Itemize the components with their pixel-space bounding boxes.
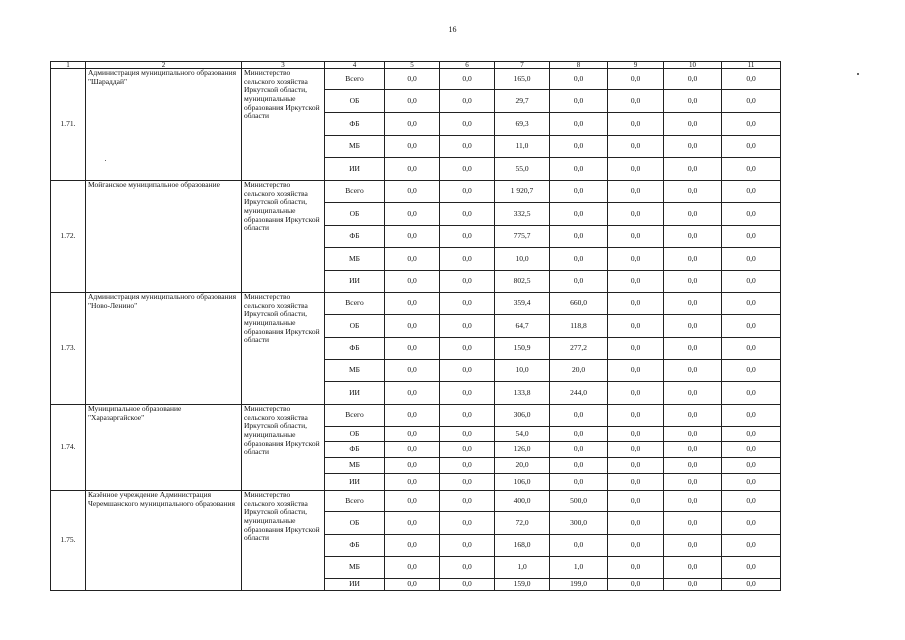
- amount-cell: 0,0: [608, 579, 664, 591]
- amount-cell: 0,0: [664, 405, 722, 427]
- funding-source: ФБ: [325, 226, 385, 248]
- amount-cell: 0,0: [440, 203, 495, 226]
- amount-cell: 0,0: [550, 535, 608, 557]
- funding-source: ФБ: [325, 535, 385, 557]
- amount-cell: 0,0: [664, 491, 722, 512]
- amount-cell: 0,0: [722, 427, 781, 442]
- amount-cell: 0,0: [440, 113, 495, 136]
- amount-cell: 300,0: [550, 512, 608, 535]
- amount-cell: 0,0: [550, 203, 608, 226]
- amount-cell: 0,0: [722, 579, 781, 591]
- amount-cell: 0,0: [550, 405, 608, 427]
- amount-cell: 0,0: [385, 203, 440, 226]
- funding-source: МБ: [325, 248, 385, 271]
- amount-cell: 0,0: [550, 458, 608, 474]
- amount-cell: 64,7: [495, 315, 550, 338]
- amount-cell: 0,0: [440, 474, 495, 491]
- amount-cell: 0,0: [608, 69, 664, 90]
- table-row: [51, 293, 781, 315]
- funding-source: МБ: [325, 136, 385, 158]
- amount-cell: 244,0: [550, 382, 608, 405]
- column-number-header: 1: [51, 62, 86, 69]
- funding-source: ОБ: [325, 427, 385, 442]
- row-number: 1.71.: [51, 69, 86, 181]
- amount-cell: 0,0: [608, 557, 664, 579]
- amount-cell: 0,0: [664, 474, 722, 491]
- amount-cell: 133,8: [495, 382, 550, 405]
- amount-cell: 0,0: [608, 158, 664, 181]
- amount-cell: 20,0: [550, 360, 608, 382]
- amount-cell: 0,0: [440, 405, 495, 427]
- amount-cell: 0,0: [722, 360, 781, 382]
- funding-source: Всего: [325, 293, 385, 315]
- amount-cell: 0,0: [440, 491, 495, 512]
- organization-name: Администрация муниципального образования "Ново-Ленино": [86, 293, 242, 405]
- amount-cell: 0,0: [385, 427, 440, 442]
- responsible-executor: Министерство сельского хозяйства Иркутской области, муниципальные образования Иркутской области: [242, 181, 325, 293]
- amount-cell: 0,0: [550, 136, 608, 158]
- amount-cell: 0,0: [664, 203, 722, 226]
- amount-cell: 0,0: [664, 90, 722, 113]
- amount-cell: 0,0: [385, 271, 440, 293]
- amount-cell: 0,0: [608, 338, 664, 360]
- amount-cell: 0,0: [608, 136, 664, 158]
- amount-cell: 0,0: [608, 90, 664, 113]
- amount-cell: 0,0: [664, 136, 722, 158]
- amount-cell: 0,0: [440, 181, 495, 203]
- amount-cell: 168,0: [495, 535, 550, 557]
- amount-cell: 118,8: [550, 315, 608, 338]
- amount-cell: 0,0: [550, 90, 608, 113]
- funding-source: МБ: [325, 458, 385, 474]
- amount-cell: 0,0: [440, 338, 495, 360]
- amount-cell: 55,0: [495, 158, 550, 181]
- amount-cell: 0,0: [664, 69, 722, 90]
- amount-cell: 0,0: [385, 113, 440, 136]
- amount-cell: 0,0: [550, 69, 608, 90]
- amount-cell: 0,0: [440, 293, 495, 315]
- funding-source: ИИ: [325, 158, 385, 181]
- funding-source: ФБ: [325, 338, 385, 360]
- amount-cell: 0,0: [385, 405, 440, 427]
- amount-cell: 0,0: [550, 248, 608, 271]
- amount-cell: 0,0: [664, 557, 722, 579]
- amount-cell: 11,0: [495, 136, 550, 158]
- row-number: 1.72.: [51, 181, 86, 293]
- amount-cell: 0,0: [440, 579, 495, 591]
- responsible-executor: Министерство сельского хозяйства Иркутской области, муниципальные образования Иркутской области: [242, 405, 325, 491]
- amount-cell: 0,0: [664, 360, 722, 382]
- amount-cell: 1,0: [495, 557, 550, 579]
- amount-cell: 165,0: [495, 69, 550, 90]
- amount-cell: 0,0: [608, 271, 664, 293]
- amount-cell: 1 920,7: [495, 181, 550, 203]
- amount-cell: 0,0: [385, 512, 440, 535]
- amount-cell: 0,0: [722, 136, 781, 158]
- amount-cell: 0,0: [440, 90, 495, 113]
- funding-source: Всего: [325, 491, 385, 512]
- amount-cell: 0,0: [722, 69, 781, 90]
- table-row: [51, 405, 781, 427]
- amount-cell: 126,0: [495, 442, 550, 458]
- table-row: [51, 69, 781, 90]
- amount-cell: 150,9: [495, 338, 550, 360]
- amount-cell: 0,0: [385, 158, 440, 181]
- organization-name: Казённое учреждение Администрация Черемшанского муниципального образования: [86, 491, 242, 591]
- amount-cell: 0,0: [608, 512, 664, 535]
- amount-cell: 0,0: [608, 535, 664, 557]
- amount-cell: 0,0: [608, 315, 664, 338]
- amount-cell: 0,0: [385, 315, 440, 338]
- amount-cell: 0,0: [550, 226, 608, 248]
- amount-cell: 0,0: [385, 442, 440, 458]
- amount-cell: 0,0: [608, 474, 664, 491]
- amount-cell: 0,0: [722, 382, 781, 405]
- amount-cell: 0,0: [440, 535, 495, 557]
- amount-cell: 0,0: [550, 181, 608, 203]
- amount-cell: 0,0: [440, 458, 495, 474]
- amount-cell: 0,0: [550, 474, 608, 491]
- amount-cell: 0,0: [550, 442, 608, 458]
- column-number-header: 8: [550, 62, 608, 69]
- amount-cell: 0,0: [608, 360, 664, 382]
- amount-cell: 0,0: [664, 427, 722, 442]
- amount-cell: 0,0: [385, 474, 440, 491]
- amount-cell: 0,0: [722, 293, 781, 315]
- amount-cell: 0,0: [664, 113, 722, 136]
- column-number-header: 6: [440, 62, 495, 69]
- amount-cell: 0,0: [440, 158, 495, 181]
- funding-source: ОБ: [325, 203, 385, 226]
- amount-cell: 199,0: [550, 579, 608, 591]
- amount-cell: 0,0: [722, 226, 781, 248]
- funding-source: ФБ: [325, 113, 385, 136]
- funding-source: ОБ: [325, 90, 385, 113]
- amount-cell: 0,0: [664, 293, 722, 315]
- column-number-header: 3: [242, 62, 325, 69]
- amount-cell: 0,0: [608, 293, 664, 315]
- amount-cell: 0,0: [550, 427, 608, 442]
- amount-cell: 0,0: [608, 248, 664, 271]
- amount-cell: 0,0: [722, 113, 781, 136]
- amount-cell: 660,0: [550, 293, 608, 315]
- amount-cell: 0,0: [608, 382, 664, 405]
- column-number-header: 9: [608, 62, 664, 69]
- budget-table: [50, 61, 781, 591]
- amount-cell: 306,0: [495, 405, 550, 427]
- row-number: 1.74.: [51, 405, 86, 491]
- amount-cell: 0,0: [385, 535, 440, 557]
- amount-cell: 0,0: [722, 90, 781, 113]
- amount-cell: 0,0: [664, 181, 722, 203]
- amount-cell: 0,0: [664, 248, 722, 271]
- amount-cell: 54,0: [495, 427, 550, 442]
- amount-cell: 500,0: [550, 491, 608, 512]
- scan-speck: [105, 160, 106, 161]
- amount-cell: 69,3: [495, 113, 550, 136]
- amount-cell: 0,0: [722, 491, 781, 512]
- amount-cell: 0,0: [664, 271, 722, 293]
- amount-cell: 0,0: [722, 557, 781, 579]
- amount-cell: 0,0: [440, 360, 495, 382]
- column-number-header: 11: [722, 62, 781, 69]
- column-number-header: 10: [664, 62, 722, 69]
- amount-cell: 29,7: [495, 90, 550, 113]
- amount-cell: 72,0: [495, 512, 550, 535]
- amount-cell: 0,0: [440, 248, 495, 271]
- amount-cell: 10,0: [495, 248, 550, 271]
- amount-cell: 0,0: [385, 69, 440, 90]
- row-number: 1.75.: [51, 491, 86, 591]
- amount-cell: 0,0: [608, 113, 664, 136]
- amount-cell: 0,0: [608, 442, 664, 458]
- amount-cell: 0,0: [440, 442, 495, 458]
- amount-cell: 0,0: [385, 181, 440, 203]
- amount-cell: 0,0: [440, 382, 495, 405]
- amount-cell: 0,0: [664, 315, 722, 338]
- amount-cell: 0,0: [550, 158, 608, 181]
- funding-source: Всего: [325, 181, 385, 203]
- amount-cell: 359,4: [495, 293, 550, 315]
- column-number-header: 2: [86, 62, 242, 69]
- amount-cell: 0,0: [722, 474, 781, 491]
- responsible-executor: Министерство сельского хозяйства Иркутской области, муниципальные образования Иркутской области: [242, 69, 325, 181]
- responsible-executor: Министерство сельского хозяйства Иркутской области, муниципальные образования Иркутской области: [242, 491, 325, 591]
- amount-cell: 0,0: [722, 338, 781, 360]
- amount-cell: 159,0: [495, 579, 550, 591]
- amount-cell: 0,0: [722, 271, 781, 293]
- amount-cell: 277,2: [550, 338, 608, 360]
- amount-cell: 0,0: [385, 90, 440, 113]
- amount-cell: 0,0: [385, 360, 440, 382]
- table-body: [51, 69, 781, 591]
- amount-cell: 0,0: [440, 69, 495, 90]
- funding-source: Всего: [325, 69, 385, 90]
- amount-cell: 0,0: [722, 512, 781, 535]
- table-row: [51, 491, 781, 512]
- funding-source: ФБ: [325, 442, 385, 458]
- amount-cell: 0,0: [664, 226, 722, 248]
- amount-cell: 1,0: [550, 557, 608, 579]
- amount-cell: 0,0: [385, 557, 440, 579]
- amount-cell: 0,0: [664, 579, 722, 591]
- amount-cell: 0,0: [664, 458, 722, 474]
- amount-cell: 0,0: [385, 226, 440, 248]
- amount-cell: 0,0: [722, 158, 781, 181]
- amount-cell: 0,0: [550, 271, 608, 293]
- amount-cell: 20,0: [495, 458, 550, 474]
- table-row: [51, 181, 781, 203]
- amount-cell: 0,0: [385, 382, 440, 405]
- amount-cell: 0,0: [608, 181, 664, 203]
- amount-cell: 0,0: [608, 203, 664, 226]
- amount-cell: 0,0: [664, 158, 722, 181]
- organization-name: Администрация муниципального образования "Шараддай": [86, 69, 242, 181]
- amount-cell: 0,0: [440, 136, 495, 158]
- amount-cell: 0,0: [385, 136, 440, 158]
- amount-cell: 0,0: [440, 315, 495, 338]
- amount-cell: 0,0: [385, 491, 440, 512]
- amount-cell: 0,0: [664, 382, 722, 405]
- amount-cell: 0,0: [440, 427, 495, 442]
- amount-cell: 0,0: [385, 293, 440, 315]
- amount-cell: 0,0: [722, 405, 781, 427]
- organization-name: Муниципальное образование "Харазаргайское": [86, 405, 242, 491]
- amount-cell: 0,0: [608, 491, 664, 512]
- column-number-header: 5: [385, 62, 440, 69]
- amount-cell: 802,5: [495, 271, 550, 293]
- amount-cell: 0,0: [385, 248, 440, 271]
- funding-source: МБ: [325, 360, 385, 382]
- amount-cell: 0,0: [385, 458, 440, 474]
- amount-cell: 0,0: [440, 557, 495, 579]
- scan-speck: [857, 73, 859, 75]
- funding-source: Всего: [325, 405, 385, 427]
- column-number-row: [51, 62, 781, 69]
- funding-source: ИИ: [325, 474, 385, 491]
- amount-cell: 0,0: [722, 442, 781, 458]
- amount-cell: 0,0: [440, 271, 495, 293]
- page-number: 16: [448, 25, 457, 34]
- amount-cell: 0,0: [664, 535, 722, 557]
- amount-cell: 0,0: [722, 248, 781, 271]
- funding-source: ОБ: [325, 512, 385, 535]
- organization-name: Мойганское муниципальное образование: [86, 181, 242, 293]
- funding-source: МБ: [325, 557, 385, 579]
- amount-cell: 0,0: [385, 338, 440, 360]
- amount-cell: 0,0: [664, 512, 722, 535]
- amount-cell: 0,0: [608, 427, 664, 442]
- amount-cell: 0,0: [722, 203, 781, 226]
- amount-cell: 332,5: [495, 203, 550, 226]
- table-header: [51, 62, 781, 69]
- amount-cell: 0,0: [722, 315, 781, 338]
- funding-source: ИИ: [325, 579, 385, 591]
- funding-source: ИИ: [325, 382, 385, 405]
- amount-cell: 775,7: [495, 226, 550, 248]
- column-number-header: 4: [325, 62, 385, 69]
- funding-source: ИИ: [325, 271, 385, 293]
- amount-cell: 106,0: [495, 474, 550, 491]
- amount-cell: 0,0: [440, 226, 495, 248]
- amount-cell: 0,0: [722, 181, 781, 203]
- amount-cell: 0,0: [722, 458, 781, 474]
- amount-cell: 0,0: [664, 338, 722, 360]
- responsible-executor: Министерство сельского хозяйства Иркутской области, муниципальные образования Иркутской области: [242, 293, 325, 405]
- column-number-header: 7: [495, 62, 550, 69]
- amount-cell: 0,0: [440, 512, 495, 535]
- amount-cell: 0,0: [722, 535, 781, 557]
- amount-cell: 0,0: [608, 226, 664, 248]
- amount-cell: 0,0: [385, 579, 440, 591]
- amount-cell: 0,0: [608, 405, 664, 427]
- amount-cell: 0,0: [608, 458, 664, 474]
- funding-source: ОБ: [325, 315, 385, 338]
- amount-cell: 400,0: [495, 491, 550, 512]
- amount-cell: 0,0: [664, 442, 722, 458]
- amount-cell: 0,0: [550, 113, 608, 136]
- row-number: 1.73.: [51, 293, 86, 405]
- amount-cell: 10,0: [495, 360, 550, 382]
